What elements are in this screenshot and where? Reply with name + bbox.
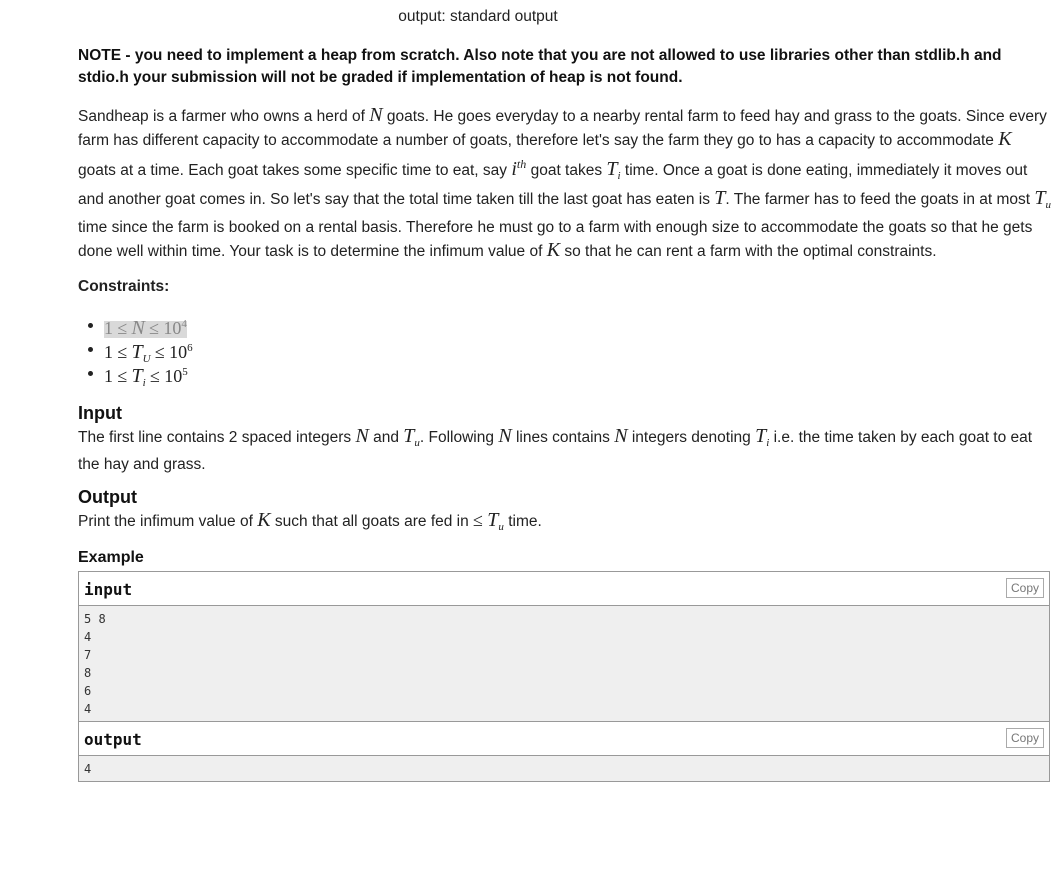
math-tu-base: T [403,425,415,447]
section-text: such that all goats are fed in [274,513,469,530]
math-ti [606,158,620,180]
constraint-item [86,336,193,365]
math-k: K [998,128,1012,151]
statement-text: goats at a time. Each goat takes some specific time to eat, say [78,161,508,179]
constraint-hi-exp: 5 [182,366,188,378]
example-input-line: 4 [84,630,92,644]
constraint-hi-exp: 6 [187,342,193,354]
statement-text: goats. He goes everyday to a nearby rental farm to feed hay and grass to the goats. Since every farm has different capacity to accommodate a number of goats, therefore let's say the farm they go to has a capacity to accommodate [78,108,1047,150]
math-le: ≤ [473,510,483,530]
math-ith-base: i [511,157,517,180]
constraints-title: Constraints: [78,278,170,295]
constraint-var-sub: i [142,377,146,389]
math-n: N [614,425,628,447]
constraint-var: T [131,341,143,363]
section-text: i.e. the time taken by each goat to eat the hay and grass. [78,429,1033,473]
constraint-lo: 1 [104,318,113,338]
math-n: N [369,104,383,126]
math-n: N [355,425,369,447]
section-text: integers denoting [631,429,751,446]
output-spec-text: output: standard output [398,8,558,25]
constraint-lo: 1 [104,342,113,362]
example-output-line: 4 [84,762,92,776]
example-input-line: 6 [84,684,92,698]
example-output-body[interactable] [79,756,1049,781]
statement-text: goat takes [530,161,603,179]
constraint-var-sub: U [142,353,151,365]
constraint-item [86,360,193,389]
math-tu [1034,187,1052,212]
math-tu-sub: u [498,521,504,533]
math-ith-sup: th [516,156,527,171]
constraint-var: T [131,365,143,387]
constraint-le: ≤ [117,318,128,338]
example-box [78,571,1050,782]
math-tu-base: T [487,509,499,531]
section-text: time. [508,513,542,530]
math-tu [487,509,504,531]
constraint-le: ≤ [149,318,160,338]
constraint-item [86,312,193,339]
example-input-line: 7 [84,648,92,662]
statement-text: so that he can rent a farm with the optimal constraints. [564,243,937,261]
statement-text: . The farmer has to feed the goats in at most [725,191,1031,209]
math-ith [511,158,526,180]
constraint-var: N [131,317,145,339]
math-tu [403,425,420,447]
constraint-hi-base: 10 [164,366,183,386]
example-output-label: output [84,730,142,749]
section-text: lines contains [515,429,610,446]
example-input-line: 4 [84,702,92,716]
math-ti-base: T [606,157,618,180]
section-text: Print the infimum value of [78,513,253,530]
section-text: and [373,429,399,446]
constraint-hi-base: 10 [169,342,188,362]
math-tu-sub: u [414,437,420,449]
input-section-title: Input [78,403,122,423]
input-section-text [78,425,1048,476]
statement-text: time since the farm is booked on a rental basis. Therefore he must go to a farm with enough size to accommodate the goats so that he gets done well within time. Your task is to determine the infimum value of [78,218,1033,261]
copy-input-button[interactable]: Copy [1006,578,1044,598]
copy-output-button[interactable]: Copy [1006,728,1044,748]
constraint-le: ≤ [117,366,128,386]
output-section-text [78,509,1048,538]
example-title: Example [78,549,144,566]
example-input-body[interactable] [79,606,1049,722]
statement-text: Sandheap is a farmer who owns a herd of [78,108,365,125]
section-text: The first line contains 2 spaced integers [78,429,352,446]
math-n: N [498,425,512,447]
constraint-le: ≤ [117,342,128,362]
constraint-lo: 1 [104,366,113,386]
output-section-title: Output [78,487,137,507]
constraint-hi-base: 10 [163,318,182,338]
constraint-le: ≤ [154,342,165,362]
example-input-line: 8 [84,666,92,680]
problem-statement [78,104,1053,263]
example-input-line: 5 8 [84,612,106,626]
output-spec [0,8,1050,26]
example-input-label: input [84,580,133,599]
math-ti-base: T [755,425,767,447]
math-k: K [257,509,271,531]
section-text: . Following [419,429,494,446]
math-ti [755,425,769,447]
constraints-list [86,312,193,389]
math-tu-base: T [1034,187,1046,210]
math-ti-sub: i [617,169,621,182]
example-output-header [79,722,1049,756]
constraint-le: ≤ [150,366,160,386]
math-k: K [546,239,561,262]
math-tu-sub: u [1045,199,1052,212]
math-ti-sub: i [766,437,770,449]
constraint-hi-exp: 4 [181,318,187,330]
example-input-header [79,572,1049,606]
math-t: T [714,187,726,210]
statement-text: time. Once a goat is done eating, immediately it moves out and another goat comes in. So let's say that the total time taken till the last goat has eaten is [78,161,1028,209]
note-text: NOTE - you need to implement a heap from scratch. Also note that you are not allowed to use libraries other than stdlib.h and stdio.h your submission will not be graded if implementation of heap is not found. [78,47,1002,86]
